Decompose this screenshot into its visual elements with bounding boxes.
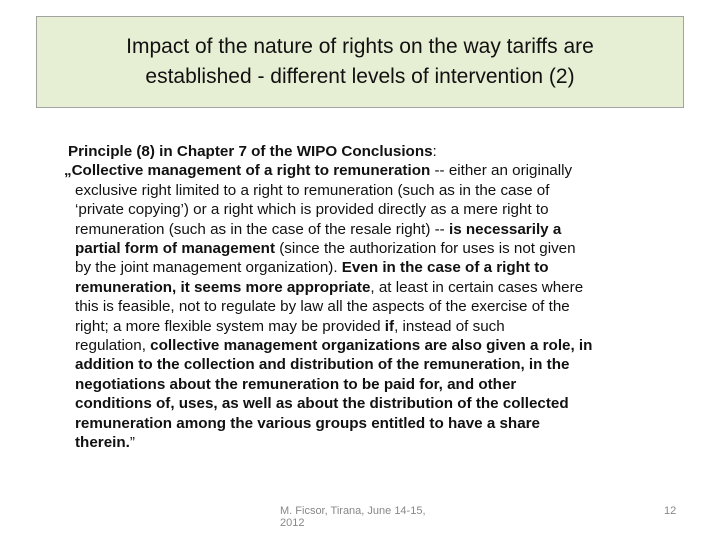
bold-text-segment: remuneration, it seems more appropriate xyxy=(75,278,371,296)
bold-text-segment: conditions of, uses, as well as about the distribution of the collected xyxy=(75,395,569,413)
text-segment: ‘private copying’) or a right which is provided directly as a mere right to xyxy=(75,201,549,219)
text-segment: by the joint management organization). xyxy=(75,259,342,277)
body-line xyxy=(68,142,437,161)
text-segment: , at least in certain cases where xyxy=(370,278,584,296)
body-line xyxy=(75,433,135,452)
text-segment: -- either an originally xyxy=(430,162,573,180)
bold-text-segment: remuneration among the various groups entitled to have a share xyxy=(75,414,541,432)
body-line xyxy=(75,414,540,433)
bold-text-segment: partial form of management xyxy=(75,240,276,257)
text-segment: regulation, xyxy=(75,337,151,354)
bold-text-segment: Even in the case of a right to xyxy=(341,259,549,277)
text-segment: ” xyxy=(129,434,135,451)
text-segment: , instead of such xyxy=(394,317,505,335)
body-line xyxy=(75,258,549,277)
footer-text: M. Ficsor, Tirana, June 14-15, 2012 xyxy=(280,505,426,529)
bold-text-segment: therein. xyxy=(75,434,130,451)
bold-text-segment: if xyxy=(384,317,395,335)
bold-text-segment: „Collective management of a right to remuneration xyxy=(64,162,431,180)
text-segment: right; a more flexible system may be provided xyxy=(75,317,385,335)
body-line xyxy=(75,355,569,374)
body-line xyxy=(75,375,516,394)
body-line xyxy=(75,239,576,258)
text-segment: : xyxy=(432,143,437,160)
slide-title-line-2: established - different levels of intervention (2) xyxy=(145,65,575,88)
slide-title xyxy=(126,32,594,92)
body-line xyxy=(64,161,572,180)
bold-text-segment: negotiations about the remuneration to be paid for, and other xyxy=(75,375,517,393)
text-segment: exclusive right limited to a right to remuneration (such as in the case of xyxy=(75,181,550,199)
body-line xyxy=(75,317,505,336)
text-segment: (since the authorization for uses is not given xyxy=(275,240,576,257)
text-segment: this is feasible, not to regulate by law all the aspects of the exercise of the xyxy=(75,298,570,316)
bold-text-segment: addition to the collection and distribution of the remuneration, in the xyxy=(75,356,570,374)
body-line xyxy=(75,200,549,219)
text-segment: remuneration (such as in the case of the resale right) -- xyxy=(75,220,449,238)
body-line xyxy=(75,297,570,316)
page-number: 12 xyxy=(664,505,677,517)
title-box xyxy=(36,16,684,108)
body-line xyxy=(75,181,549,200)
bold-text-segment: is necessarily a xyxy=(448,220,562,238)
body-line xyxy=(75,394,569,413)
bold-text-segment: Principle (8) in Chapter 7 of the WIPO Conclusions xyxy=(68,143,433,160)
body-line xyxy=(75,336,592,355)
body-line xyxy=(75,220,561,239)
body-line xyxy=(75,278,583,297)
bold-text-segment: collective management organizations are also given a role, in xyxy=(150,337,593,354)
slide-title-line-1: Impact of the nature of rights on the way tariffs are xyxy=(126,35,594,58)
